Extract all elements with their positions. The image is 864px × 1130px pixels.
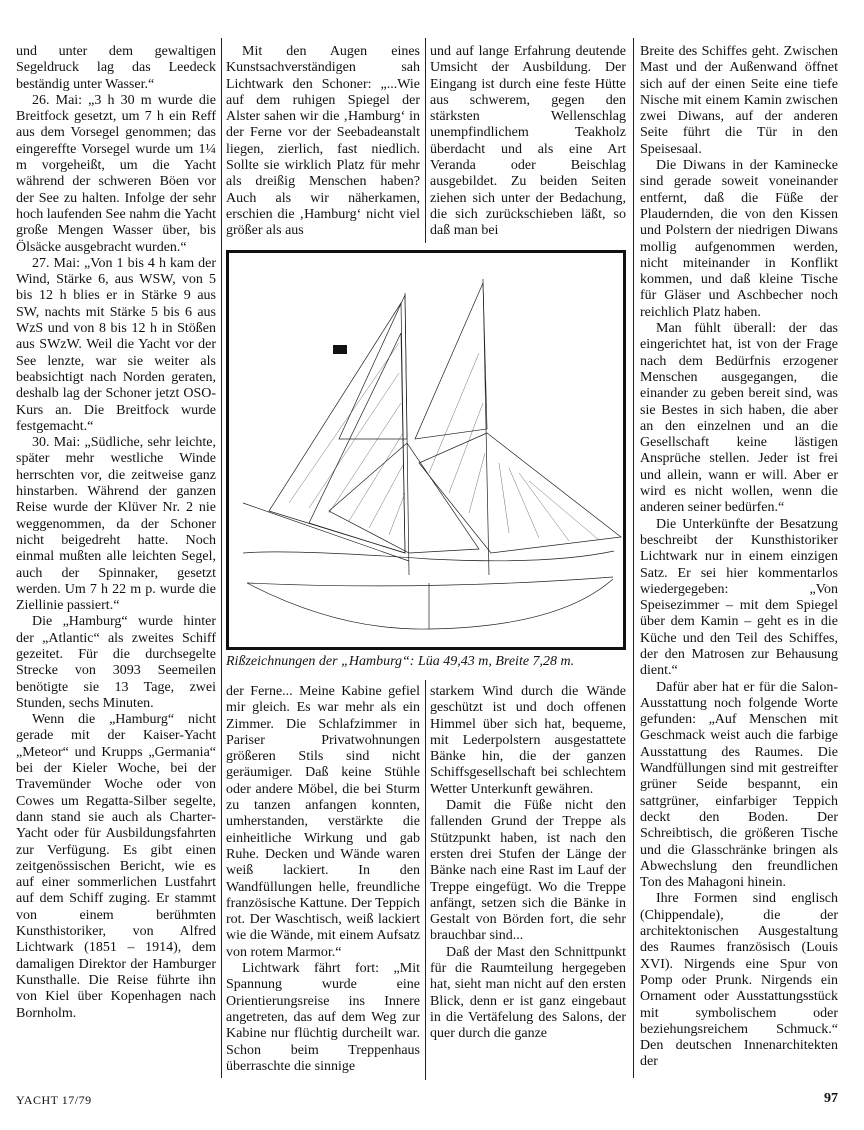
figure-caption: Rißzeichnungen der „Hamburg“: Lüa 49,43 m, Breite 7,28 m. xyxy=(226,654,575,669)
main-sail xyxy=(419,433,621,553)
article-paragraph: und unter dem gewaltigen Segeldruck lag das Leedeck beständig unter Wasser.“ xyxy=(16,44,216,92)
article-column-3 xyxy=(430,44,626,240)
article-paragraph: 26. Mai: „3 h 30 m wurde die Breitfock gesetzt, um 7 h ein Reff aus dem Vorsegel genommen; das eingereffte Vorsegel wurde um 1¼ m vorgeheißt, um die Yacht während der schweren Böen vor der See zu halten. Infolge der sehr hoch laufenden See nahm die Yacht große Mengen Wasser über, bis Ölsäcke ausgebracht wurden.“ xyxy=(16,92,216,255)
fore-topsail xyxy=(339,295,407,439)
hull-bottom xyxy=(247,579,613,629)
column-rule xyxy=(221,38,222,1078)
article-column-2 xyxy=(226,44,420,240)
article-paragraph: Daß der Mast den Schnittpunkt für die Raumteilung hergegeben hat, sieht man nicht auf den ersten Blick, denn er ist ganz eingebaut in die Vertäfelung des Salons, der quer durch die ganze xyxy=(430,944,626,1042)
article-paragraph: Damit die Füße nicht den fallenden Grund der Treppe als Stützpunkt haben, ist nach den ersten drei Stufen der Länge der Bänke nach eine Rast im Lauf der Treppe eingefügt. Wo die Treppe anfängt, setzen sich die Bänke in Gestalt von Börden fort, die sehr brauchbar sind... xyxy=(430,798,626,944)
article-paragraph: Man fühlt überall: der das eingerichtet hat, ist von der Frage nach dem Bedürfnis erzogener Menschen ausgegangen, die einander zu geben bereit sind, was sie Bestes in sich haben, die aber an den einzelnen und an die Gesellschaft keine lästigen Ansprüche stellen. Jeder ist frei und allein, wann er will. Aber er wird es nicht wollen, wenn die anderen seiner bedürfen.“ xyxy=(640,321,838,516)
column-rule xyxy=(633,38,634,1078)
staysail xyxy=(309,333,405,553)
article-column-4 xyxy=(640,44,838,1071)
article-paragraph: Breite des Schiffes geht. Zwischen Mast und der Außenwand öffnet sich auf der einen Seite eine tiefe Nische mit einem Kamin zwischen zwei Diwans, auf der anderen Seite führt die Tür in den Speisesaal. xyxy=(640,44,838,157)
flag xyxy=(333,345,347,354)
article-paragraph: starkem Wind durch die Wände geschützt ist und doch offenen Himmel über sich hat, bequeme, mit Lederpolstern ausgestattete Bänke hin, die der ganzen Schiffsgesellschaft bei schlechtem Wetter Unterkunft gewähren. xyxy=(430,684,626,797)
article-paragraph: Lichtwark fährt fort: „Mit Spannung wurde eine Orientierungsreise ins Innere angetreten, das auf dem Weg zur Kabine nur flüchtig durcheilt war. Schon beim Treppenhaus überraschte die sinnige xyxy=(226,961,420,1074)
bowsprit xyxy=(243,503,409,561)
article-paragraph: Die „Hamburg“ wurde hinter der „Atlantic“ als zweites Schiff gezeitet. Für die durchsegelte Strecke von 3093 Seemeilen benötigte sie 13 Tage, zwei Stunden, sechs Minuten. xyxy=(16,614,216,711)
column-rule xyxy=(425,680,426,1080)
main-topsail xyxy=(415,283,487,439)
article-paragraph: 30. Mai: „Südliche, sehr leichte, später mehr westliche Winde herrschten vor, die zeitweise ganz hinstarben. Während der ganzen Reise wurde der Klüver Nr. 2 nie weggenommen, da der Schoner nicht beigedreht hatte. Noch einmal mußten alle leichten Segel, auch der Spinnaker, gesetzt werden. Um 7 h 22 m p. wurde die Ziellinie passiert.“ xyxy=(16,435,216,614)
article-paragraph: 27. Mai: „Von 1 bis 4 h kam der Wind, Stärke 6, aus WSW, von 5 bis 12 h blies er in Stärke 9 aus SW, nachts mit Stärke 5 bis 6 aus WzS und von 8 bis 12 h in Stößen aus SWzW. Weil die Yacht vor der See lenzte, war sie weiter als beabsichtigt nach Norden geraten, deshalb lag der Schoner jetzt OSO-Kurs an. Die Breitfock wurde festgemacht.“ xyxy=(16,255,216,434)
article-paragraph: Mit den Augen eines Kunstsachverständigen sah Lichtwark den Schoner: „...Wie auf dem ruhigen Spiegel der Alster sahen wir die ‚Hamburg‘ in der Ferne vor der Seebadeanstalt liegen, zierlich, fast niedlich. Sollte sie wirklich Platz für mehr als dreißig Menschen haben? Auch als wir näherkamen, erschien die ‚Hamburg‘ nicht viel größer als aus xyxy=(226,44,420,239)
article-column-1 xyxy=(16,44,216,1022)
schooner-sail-plan-illustration xyxy=(229,253,623,647)
article-paragraph: der Ferne... Meine Kabine gefiel mir gleich. Es war mehr als ein Zimmer. Die Schlafzimmer in Pariser Privatwohnungen größeren Stils sind nicht geräumiger. Daß keine Stühle oder andere Möbel, die bei Sturm zu tanzen anfangen konnten, umherstanden, verstärkte die einheitliche Wirkung und gab Ruhe. Decken und Wände waren weiß lackiert. In den Wandfüllungen helle, freundliche französische Kattune. Der Teppich rot. Der Waschtisch, weiß lackiert wie die Wände, mit einem Aufsatz von rotem Marmor.“ xyxy=(226,684,420,960)
article-paragraph: Die Unterkünfte der Besatzung beschreibt der Kunsthistoriker Lichtwark nur in einem einzigen Satz. Er sei hier kommentarlos wiedergegeben: „Von Speisezimmer – mit dem Spiegel über dem Kamin – geht es in die Küche und den Teil des Schiffes, der den Matrosen zur Behausung dient.“ xyxy=(640,516,838,679)
schooner-rigging-drawing xyxy=(226,250,626,650)
article-paragraph: Dafür aber hat er für die Salon-Ausstattung noch folgende Worte gefunden: „Auf Menschen mit Geschmack weist auch die farbige Ausstattung des Raumes. Die Wandfüllungen sind mit gestreifter grüner Seide bespannt, ein sattgrüner, einfarbiger Teppich deckt den Boden. Der Schreibtisch, die größeren Tische und die Glasschränke bringen als Abwechslung den freundlichen Ton des Mahagoni hinein. xyxy=(640,679,838,891)
article-column-3-lower xyxy=(430,684,626,1043)
deck-line xyxy=(243,551,614,561)
hull-top xyxy=(247,577,613,586)
page-number: 97 xyxy=(824,1091,838,1106)
article-paragraph: Wenn die „Hamburg“ nicht gerade mit der Kaiser-Yacht „Meteor“ und Krupps „Germania“ bei der Kieler Woche, bei der Travemünder Woche oder von Cowes um Regatta-Silber segelte, dann stand sie auch als Charter-Yacht oder für Ausbildungsfahrten zur Verfügung. Es gibt einen zeitgenössischen Bericht, wie es auf einer sommerlichen Lustfahrt auf dem Schiff zuging. Er stammt von einem berühmten Kunsthistoriker, von Alfred Lichtwark (1851 – 1914), dem damaligen Direktor der Hamburger Kunsthalle. Die Reise führte ihn von Kiel über Kopenhagen nach Bornholm. xyxy=(16,712,216,1021)
magazine-issue: YACHT 17/79 xyxy=(16,1093,92,1107)
article-paragraph: und auf lange Erfahrung deutende Umsicht der Ausbildung. Der Eingang ist durch eine feste Hütte aus schwerem, gegen den stärksten Wellenschlag unempfindlichem Teakholz überdacht und als eine Art Veranda oder Beischlag ausgebildet. Zu beiden Seiten ziehen sich unter der Bedachung, die sich zurückschieben läßt, so daß man bei xyxy=(430,44,626,239)
column-rule xyxy=(425,38,426,243)
article-column-2-lower xyxy=(226,684,420,1075)
article-paragraph: Ihre Formen sind englisch (Chippendale), die der architektonischen Ausgestaltung des Raumes französisch (Louis XVI). Nirgends eine Spur von Pomp oder Prunk. Nirgends ein Ornament oder Ausstattungsstück mit symbolischem oder beziehungsreichem Schmuck.“ Den deutschen Innenarchitekten der xyxy=(640,891,838,1070)
article-paragraph: Die Diwans in der Kaminecke sind gerade soweit voneinander entfernt, daß die Füße der Plaudernden, die von den Kissen und Polstern der niedrigen Diwans mollig aufgenommen werden, nicht miteinander in Konflikt kommen, und daß kleine Tische für Gläser und Aschbecher noch reichlich Platz haben. xyxy=(640,158,838,320)
